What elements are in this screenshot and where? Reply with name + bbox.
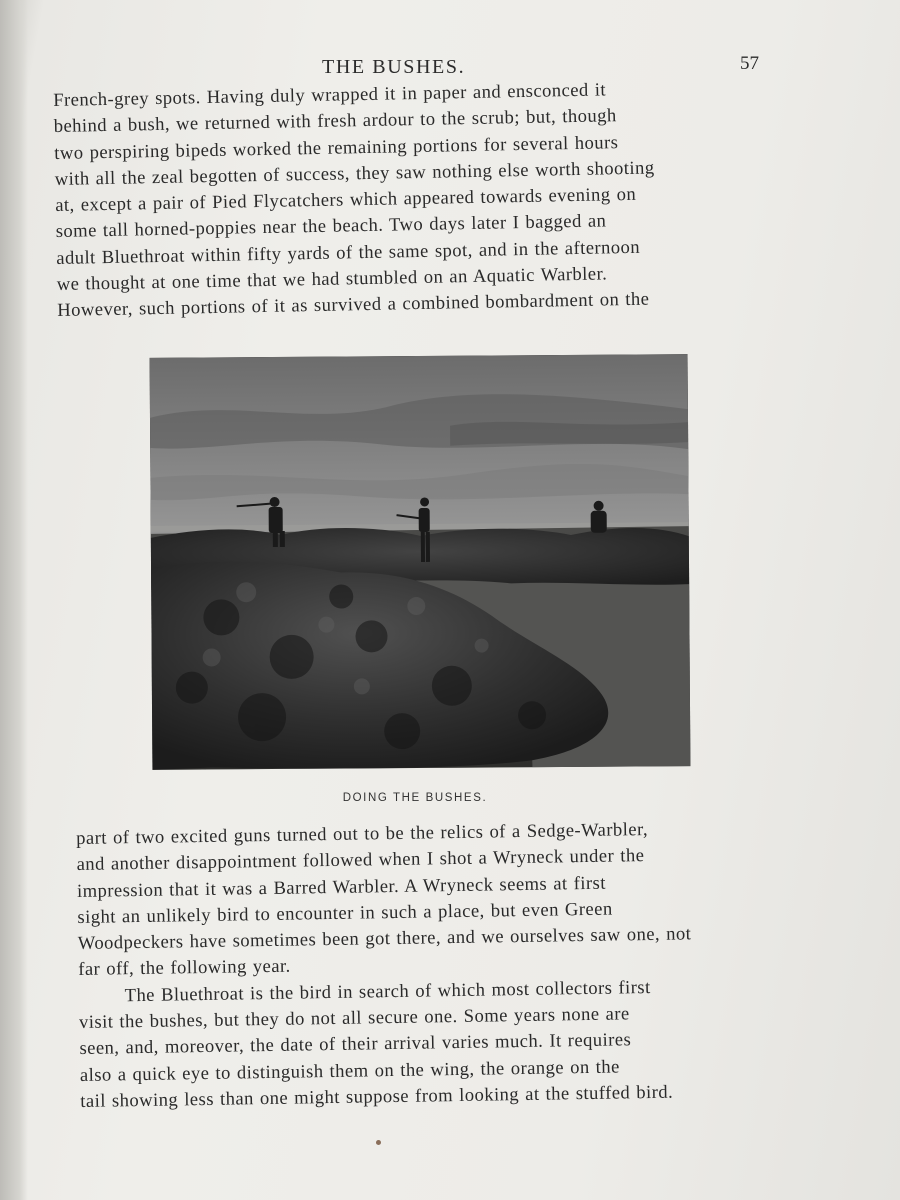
text-line: visit the bushes, but they do not all secure one. Some years none are xyxy=(78,1003,630,1034)
paper-speck xyxy=(376,1140,381,1145)
text-line: some tall horned-poppies near the beach. Two days later I bagged an xyxy=(55,210,607,243)
paragraph-top xyxy=(53,74,772,324)
text-line: and another disappointment followed when I shot a Wryneck under the xyxy=(76,845,645,876)
page-number: 57 xyxy=(740,53,759,74)
text-line: adult Bluethroat within fifty yards of the same spot, and in the afternoon xyxy=(56,236,641,269)
text-line: with all the zeal begotten of success, they saw nothing else worth shooting xyxy=(54,157,655,190)
text-line: we thought at one time that we had stumbled on an Aquatic Warbler. xyxy=(56,263,608,296)
page-gutter xyxy=(0,0,28,1200)
text-line: two perspiring bipeds worked the remaining portions for several hours xyxy=(54,131,619,164)
photograph-plate xyxy=(150,354,691,770)
text-line: tail showing less than one might suppose from looking at the stuffed bird. xyxy=(80,1081,674,1112)
text-line: Woodpeckers have sometimes been got there, and we ourselves saw one, not xyxy=(77,923,692,955)
photograph-image xyxy=(150,354,691,770)
text-line: far off, the following year. xyxy=(78,956,291,981)
figure-caption: DOING THE BUSHES. xyxy=(342,792,488,804)
running-title: THE BUSHES. xyxy=(322,56,466,78)
text-line: at, except a pair of Pied Flycatchers which appeared towards evening on xyxy=(55,184,637,217)
text-line: impression that it was a Barred Warbler. A Wryneck seems at first xyxy=(76,872,607,902)
text-line: French-grey spots. Having duly wrapped it in paper and ensconced it xyxy=(53,79,607,111)
text-line: behind a bush, we returned with fresh ardour to the scrub; but, though xyxy=(53,105,617,138)
text-line: part of two excited guns turned out to be the relics of a Sedge-Warbler, xyxy=(76,819,649,849)
text-line: The Bluethroat is the bird in search of which most collectors first xyxy=(124,976,651,1007)
text-line: seen, and, moreover, the date of their arrival varies much. It requires xyxy=(79,1029,632,1060)
paragraph-bottom xyxy=(76,815,780,1115)
text-line: also a quick eye to distinguish them on the wing, the orange on the xyxy=(79,1056,620,1086)
text-line: sight an unlikely bird to encounter in such a place, but even Green xyxy=(77,898,613,928)
text-line: However, such portions of it as survived a combined bombardment on the xyxy=(57,288,650,322)
